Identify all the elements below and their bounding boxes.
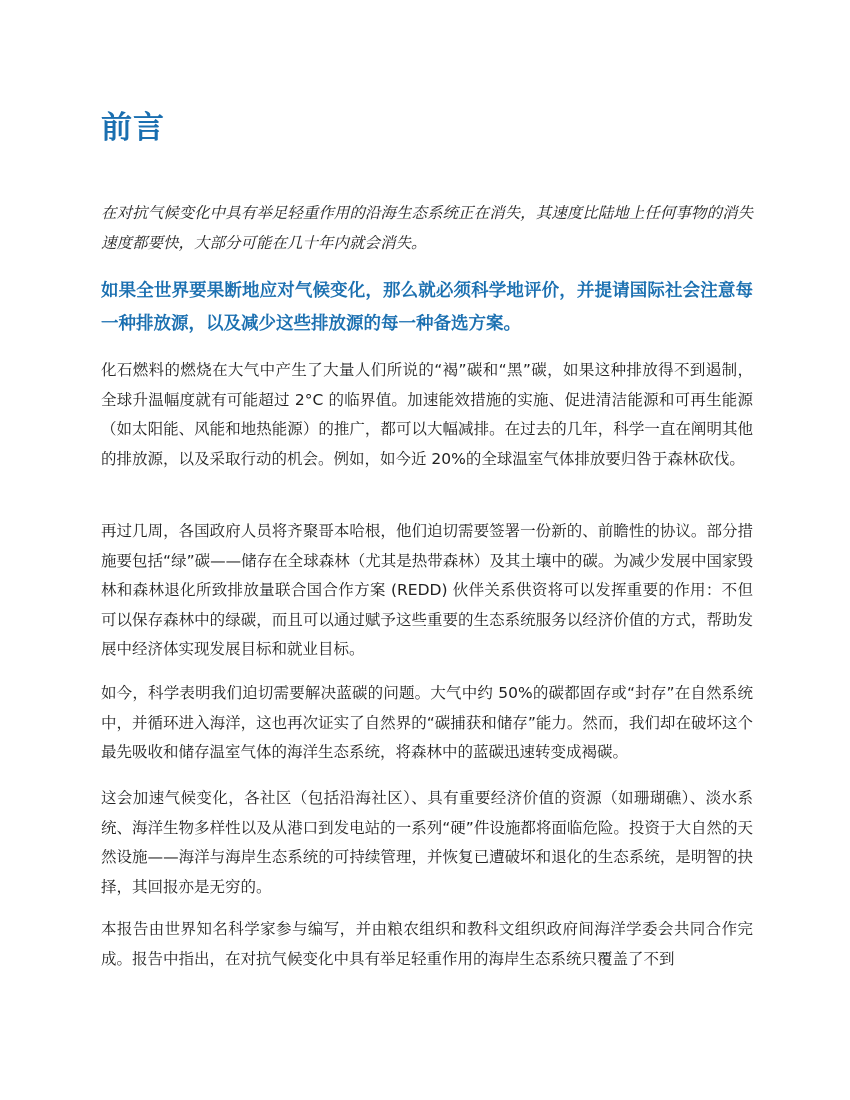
body-paragraph: 再过几周，各国政府人员将齐聚哥本哈根，他们迫切需要签署一份新的、前瞻性的协议。部分措施要包括“绿”碳——储存在全球森林（尤其是热带森林）及其土壤中的碳。为减少发展中国家毁林和森林退化所致排放量联合国合作方案 (REDD) 伙伴关系供资将可以发挥重要的作用：不但可以保存森林中的绿碳，而且可以通过赋予这些重要的生态系统服务以经济价值的方式，帮助发展中经济体实现发展目标和就业目标。 xyxy=(101,522,753,658)
intro-paragraph: 在对抗气候变化中具有举足轻重作用的沿海生态系统正在消失，其速度比陆地上任何事物的消失速度都要快，大部分可能在几十年内就会消失。 xyxy=(101,204,753,252)
highlight-statement: 如果全世界要果断地应对气候变化，那么就必须科学地评价，并提请国际社会注意每一种排放源，以及减少这些排放源的每一种备选方案。 xyxy=(101,281,753,334)
body-paragraph: 如今，科学表明我们迫切需要解决蓝碳的问题。大气中约 50%的碳都固存或“封存”在自然系统中，并循环进入海洋，这也再次证实了自然界的“碳捕获和储存”能力。然而，我们却在破坏这个最先吸收和储存温室气体的海洋生态系统，将森林中的蓝碳迅速转变成褐碳。 xyxy=(101,684,753,761)
page-title: 前言 xyxy=(101,110,165,146)
body-paragraph: 化石燃料的燃烧在大气中产生了大量人们所说的“褐”碳和“黑”碳，如果这种排放得不到遏制，全球升温幅度就有可能超过 2°C 的临界值。加速能效措施的实施、促进清洁能源和可再生能源（如太阳能、风能和地热能源）的推广，都可以大幅减排。在过去的几年，科学一直在阐明其他的排放源，以及采取行动的机会。例如，如今近 20%的全球温室气体排放要归咎于森林砍伐。 xyxy=(101,361,753,468)
body-paragraph: 这会加速气候变化，各社区（包括沿海社区）、具有重要经济价值的资源（如珊瑚礁）、淡水系统、海洋生物多样性以及从港口到发电站的一系列“硬”件设施都将面临危险。投资于大自然的天然设施——海洋与海岸生态系统的可持续管理，并恢复已遭破坏和退化的生态系统，是明智的抉择，其回报亦是无穷的。 xyxy=(101,789,753,896)
body-paragraph: 本报告由世界知名科学家参与编写，并由粮农组织和教科文组织政府间海洋学委会共同合作完成。报告中指出，在对抗气候变化中具有举足轻重作用的海岸生态系统只覆盖了不到 xyxy=(101,920,753,968)
